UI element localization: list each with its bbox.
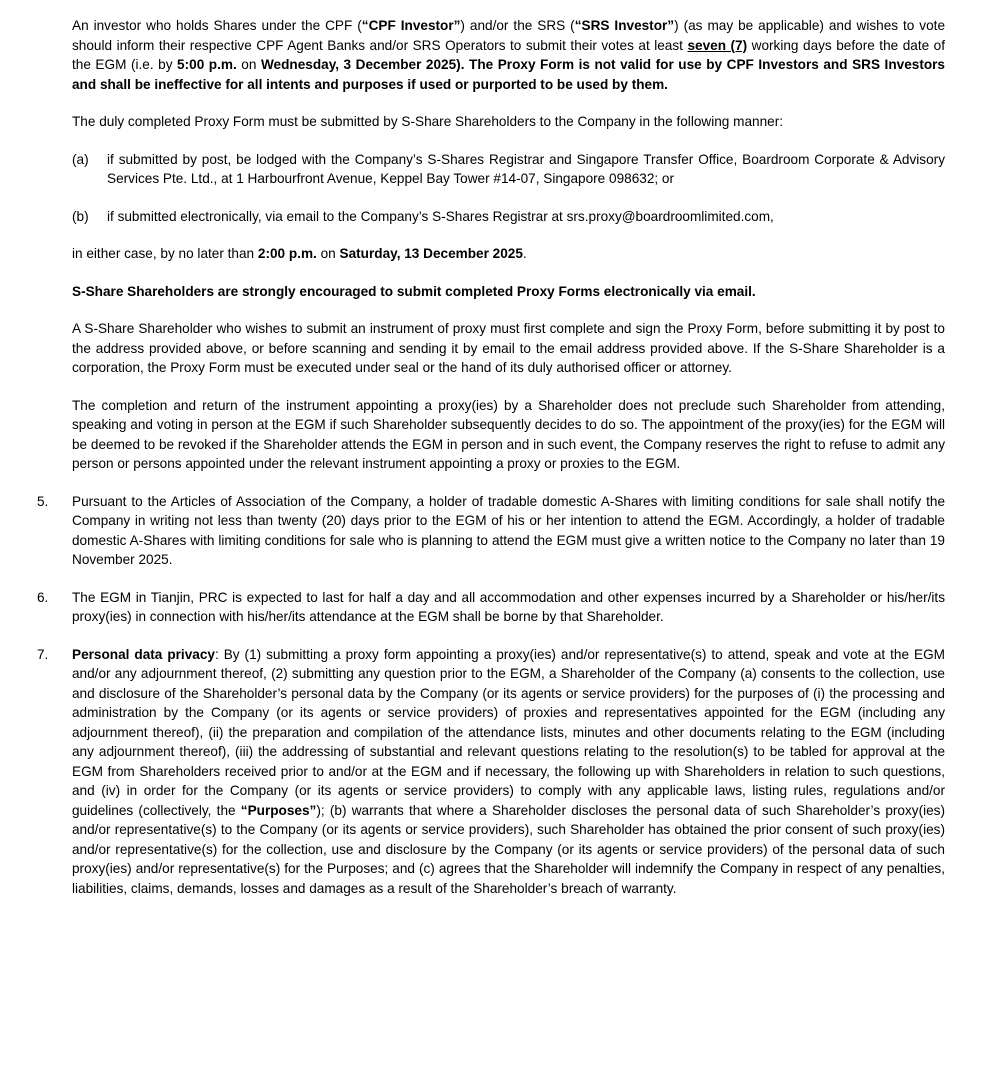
paragraph-email-encouraged: [72, 282, 945, 302]
text-run: Personal data privacy: [72, 646, 215, 662]
text-run: if submitted electronically, via email to the Company’s S-Shares Registrar at srs.proxy@boardroomlimited.com,: [107, 208, 774, 224]
note-text: [72, 588, 945, 627]
text-run: in either case, by no later than: [72, 246, 258, 261]
text-run: ) and/or the SRS (: [460, 18, 575, 33]
text-run: Wednesday, 3 December 2025).: [260, 57, 470, 72]
list-marker: (b): [72, 208, 89, 224]
text-run: The completion and return of the instrument appointing a proxy(ies) by a Shareholder does not preclude such Shareholder from attending, speaking and voting in person at the EGM if such Shareholder subsequently decides to do so. The appointment of the proxy(ies) for the EGM will be deemed to be revoked if the Shareholder attends the EGM in person and in such event, the Company reserves the right to refuse to admit any person or persons appointed under the relevant instrument appointing a proxy or proxies to the EGM.: [72, 397, 945, 471]
list-item-a-submit-by-post: [72, 150, 945, 189]
text-run: Saturday, 13 December 2025: [339, 246, 523, 261]
text-run: on: [236, 57, 261, 72]
note-number: 6.: [37, 589, 49, 605]
note-number: 5.: [37, 493, 49, 509]
paragraph-text: [72, 112, 945, 132]
paragraph-cpf-srs-investors: [72, 16, 945, 94]
paragraph-text: [72, 396, 945, 474]
paragraph-submission-deadline: [72, 244, 945, 264]
paragraph-complete-and-sign: [72, 319, 945, 378]
paragraph-text: [72, 282, 945, 302]
paragraph-proxy-form-submission-intro: [72, 112, 945, 132]
text-run: ) (as may be applicable) and wishes to vote should inform their respective CPF Agent Banks and/or SRS Operators to submit their votes at least: [72, 18, 946, 53]
note-6-egm-expenses: [37, 588, 945, 627]
text-run: working days before the date of the EGM (i.e. by: [72, 37, 946, 72]
text-run: if submitted by post, be lodged with the Company’s S-Shares Registrar and Singapore Transfer Office, Boardroom Corporate & Advisory Services Pte. Ltd., at 1 Harbourfront Avenue, Keppel Bay Tower #14-07, Singapore 098632; or: [107, 151, 945, 186]
list-marker: (a): [72, 151, 89, 167]
text-run: An investor who holds Shares under the CPF (: [72, 18, 362, 33]
text-run: on: [316, 246, 340, 261]
paragraph-text: [72, 319, 945, 378]
text-run: “CPF Investor”: [361, 18, 461, 33]
text-run: The duly completed Proxy Form must be submitted by S-Share Shareholders to the Company in the following manner:: [72, 114, 783, 129]
list-item-text: [107, 207, 945, 227]
text-run: The Proxy Form is not valid for use by CPF Investors and SRS Investors and shall be ineffective for all intents and purposes if used or purported to be used by them.: [72, 57, 945, 92]
text-run: Pursuant to the Articles of Association of the Company, a holder of tradable domestic A-Shares with limiting conditions for sale shall notify the Company in writing not less than twenty (20) days prior to the EGM of his or her intention to attend the EGM. Accordingly, a holder of tradable domestic A-Shares with limiting conditions for sale who is planning to attend the EGM must give a written notice to the Company no later than 19 November 2025.: [72, 493, 945, 567]
note-7-personal-data-privacy: [37, 645, 945, 899]
list-item-b-submit-electronically: [72, 207, 945, 227]
text-run: The EGM in Tianjin, PRC is expected to last for half a day and all accommodation and other expenses incurred by a Shareholder or his/her/its proxy(ies) in connection with his/her/its attendance at the EGM shall be borne by that Shareholder.: [72, 589, 945, 624]
note-text: [72, 645, 945, 899]
text-run: “SRS Investor”: [574, 18, 675, 33]
note-number: 7.: [37, 646, 49, 662]
paragraph-proxy-revocation: [72, 396, 945, 474]
text-run: : By (1) submitting a proxy form appointing a proxy(ies) and/or representative(s) to attend, speak and vote at the EGM and/or any adjournment thereof, (2) submitting any question prior to the EGM, a Shareholder of the Company (a) consents to the collection, use and disclosure of the Shareholder’s personal data by the Company (or its agents or service providers) for the purposes of (i) the processing and administration by the Company (or its agents or service providers) of proxies and representatives appointed for the EGM (including any adjournment thereof), (ii) the preparation and compilation of the attendance lists, minutes and other documents relating to the EGM (including any adjournment thereof), (iii) the addressing of substantial and relevant questions relating to the resolution(s) to be tabled for approval at the EGM from Shareholders received prior to and/or at the EGM and if necessary, the following up with Shareholders in relation to such questions, and (iv) in order for the Company (or its agents or service providers) to comply with any applicable laws, listing rules, regulations and/or guidelines (collectively, the: [72, 646, 945, 818]
text-run: .: [522, 246, 527, 261]
paragraph-text: [72, 16, 945, 94]
text-run: 2:00 p.m.: [257, 246, 317, 261]
text-run: “Purposes”: [240, 802, 317, 818]
text-run: S-Share Shareholders are strongly encouraged to submit completed Proxy Forms electronically via email.: [72, 283, 756, 299]
text-run: seven (7): [687, 37, 748, 53]
paragraph-text: [72, 244, 945, 264]
text-run: ); (b) warrants that where a Shareholder discloses the personal data of such Shareholder’s proxy(ies) and/or representative(s) to the Company (or its agents or service providers), such Shareholder has obtained the prior consent of such proxy(ies) and/or representative(s) for the collection, use and disclosure by the Company (or its agents or service providers) of the personal data of such proxy(ies) and/or representative(s) for the Purposes; and (c) agrees that the Shareholder will indemnify the Company in respect of any penalties, liabilities, claims, demands, losses and damages as a result of the Shareholder’s breach of warranty.: [72, 802, 946, 896]
text-run: A S-Share Shareholder who wishes to submit an instrument of proxy must first complete and sign the Proxy Form, before submitting it by post to the address provided above, or before scanning and sending it by email to the email address provided above. If the S-Share Shareholder is a corporation, the Proxy Form must be executed under seal or the hand of its duly authorised officer or attorney.: [72, 321, 945, 375]
note-5-a-shares-notice: [37, 492, 945, 570]
note-text: [72, 492, 945, 570]
text-run: 5:00 p.m.: [177, 57, 237, 72]
list-item-text: [107, 150, 945, 189]
